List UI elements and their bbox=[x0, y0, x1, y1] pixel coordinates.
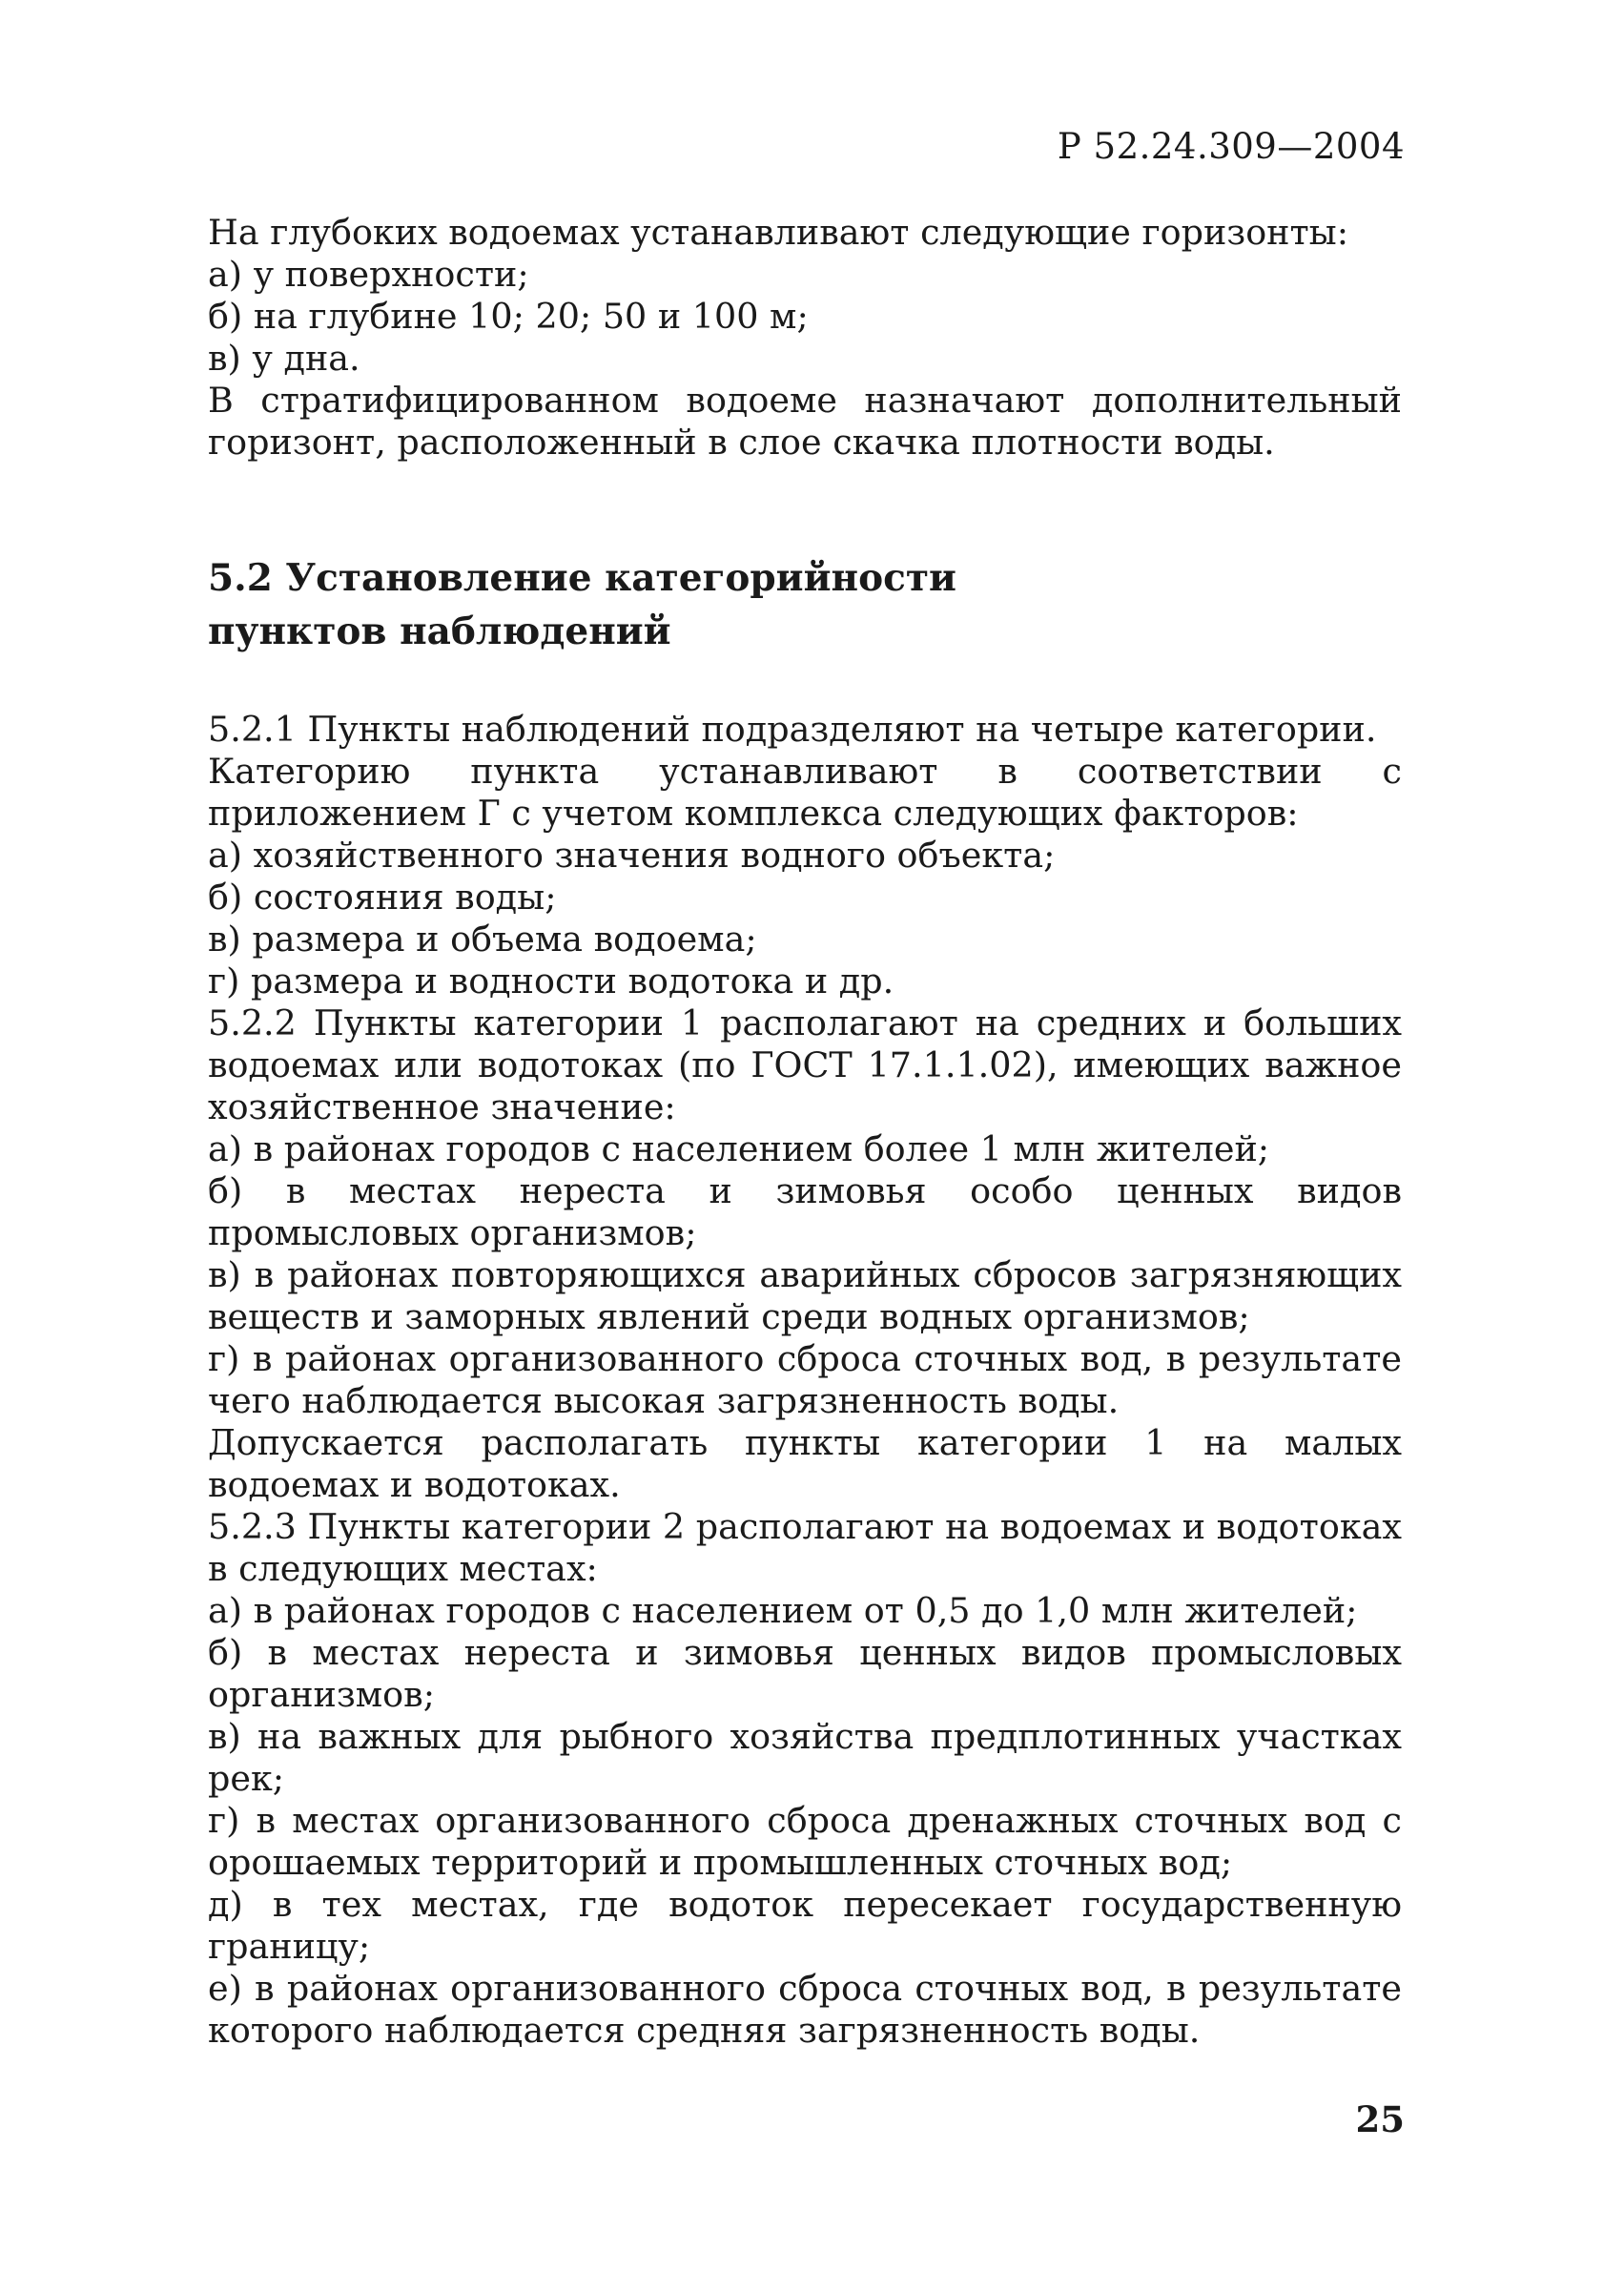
body-block bbox=[208, 709, 1402, 2052]
body-paragraph: в) в районах повторяющихся аварийных сбросов загрязняющих веществ и заморных явлений среди водных организмов; bbox=[208, 1254, 1402, 1337]
body-paragraph: г) в местах организованного сброса дренажных сточных вод с орошаемых территорий и промышленных сточных вод; bbox=[208, 1800, 1402, 1883]
body-paragraph: а) в районах городов с населением от 0,5 до 1,0 млн жителей; bbox=[208, 1590, 1358, 1631]
body-paragraph: в) на важных для рыбного хозяйства предплотинных участках рек; bbox=[208, 1716, 1402, 1799]
body-paragraph: д) в тех местах, где водоток пересекает государственную границу; bbox=[208, 1884, 1402, 1967]
section-title-line1: 5.2 Установление категорийности bbox=[208, 556, 956, 600]
body-paragraph: б) в местах нереста и зимовья ценных видов промысловых организмов; bbox=[208, 1632, 1402, 1715]
body-paragraph: 5.2.2 Пункты категории 1 располагают на средних и больших водоемах или водотоках (по ГОСТ 17.1.1.02), имеющих важное хозяйственное значение: bbox=[208, 1002, 1402, 1127]
section-title-line2: пунктов наблюдений bbox=[208, 609, 671, 653]
intro-line: в) у дна. bbox=[208, 338, 360, 379]
body-paragraph: 5.2.1 Пункты наблюдений подразделяют на четыре категории. bbox=[208, 709, 1377, 750]
page-number: 25 bbox=[1355, 2098, 1405, 2140]
body-paragraph: г) размера и водности водотока и др. bbox=[208, 961, 894, 1002]
body-paragraph: а) в районах городов с населением более 1 млн жителей; bbox=[208, 1128, 1270, 1169]
intro-line: б) на глубине 10; 20; 50 и 100 м; bbox=[208, 296, 809, 337]
section-heading bbox=[208, 551, 1402, 658]
body-paragraph: б) состояния воды; bbox=[208, 877, 557, 918]
body-paragraph: Допускается располагать пункты категории 1 на малых водоемах и водотоках. bbox=[208, 1422, 1402, 1505]
document-code: Р 52.24.309—2004 bbox=[1057, 126, 1405, 167]
body-paragraph: Категорию пункта устанавливают в соответствии с приложением Г с учетом комплекса следующих факторов: bbox=[208, 751, 1402, 834]
body-paragraph: е) в районах организованного сброса сточных вод, в результате которого наблюдается средняя загрязненность воды. bbox=[208, 1968, 1402, 2051]
body-paragraph: в) размера и объема водоема; bbox=[208, 919, 757, 960]
body-paragraph: 5.2.3 Пункты категории 2 располагают на водоемах и водотоках в следующих местах: bbox=[208, 1506, 1402, 1589]
intro-line: На глубоких водоемах устанавливают следующие горизонты: bbox=[208, 212, 1349, 253]
body-paragraph: г) в районах организованного сброса сточных вод, в результате чего наблюдается высокая загрязненность воды. bbox=[208, 1338, 1402, 1421]
intro-line: а) у поверхности; bbox=[208, 254, 529, 295]
intro-line: В стратифицированном водоеме назначают дополнительный горизонт, расположенный в слое скачка плотности воды. bbox=[208, 380, 1402, 463]
body-paragraph: б) в местах нереста и зимовья особо ценных видов промысловых организмов; bbox=[208, 1170, 1402, 1253]
body-paragraph: а) хозяйственного значения водного объекта; bbox=[208, 835, 1056, 876]
intro-block bbox=[208, 212, 1402, 464]
